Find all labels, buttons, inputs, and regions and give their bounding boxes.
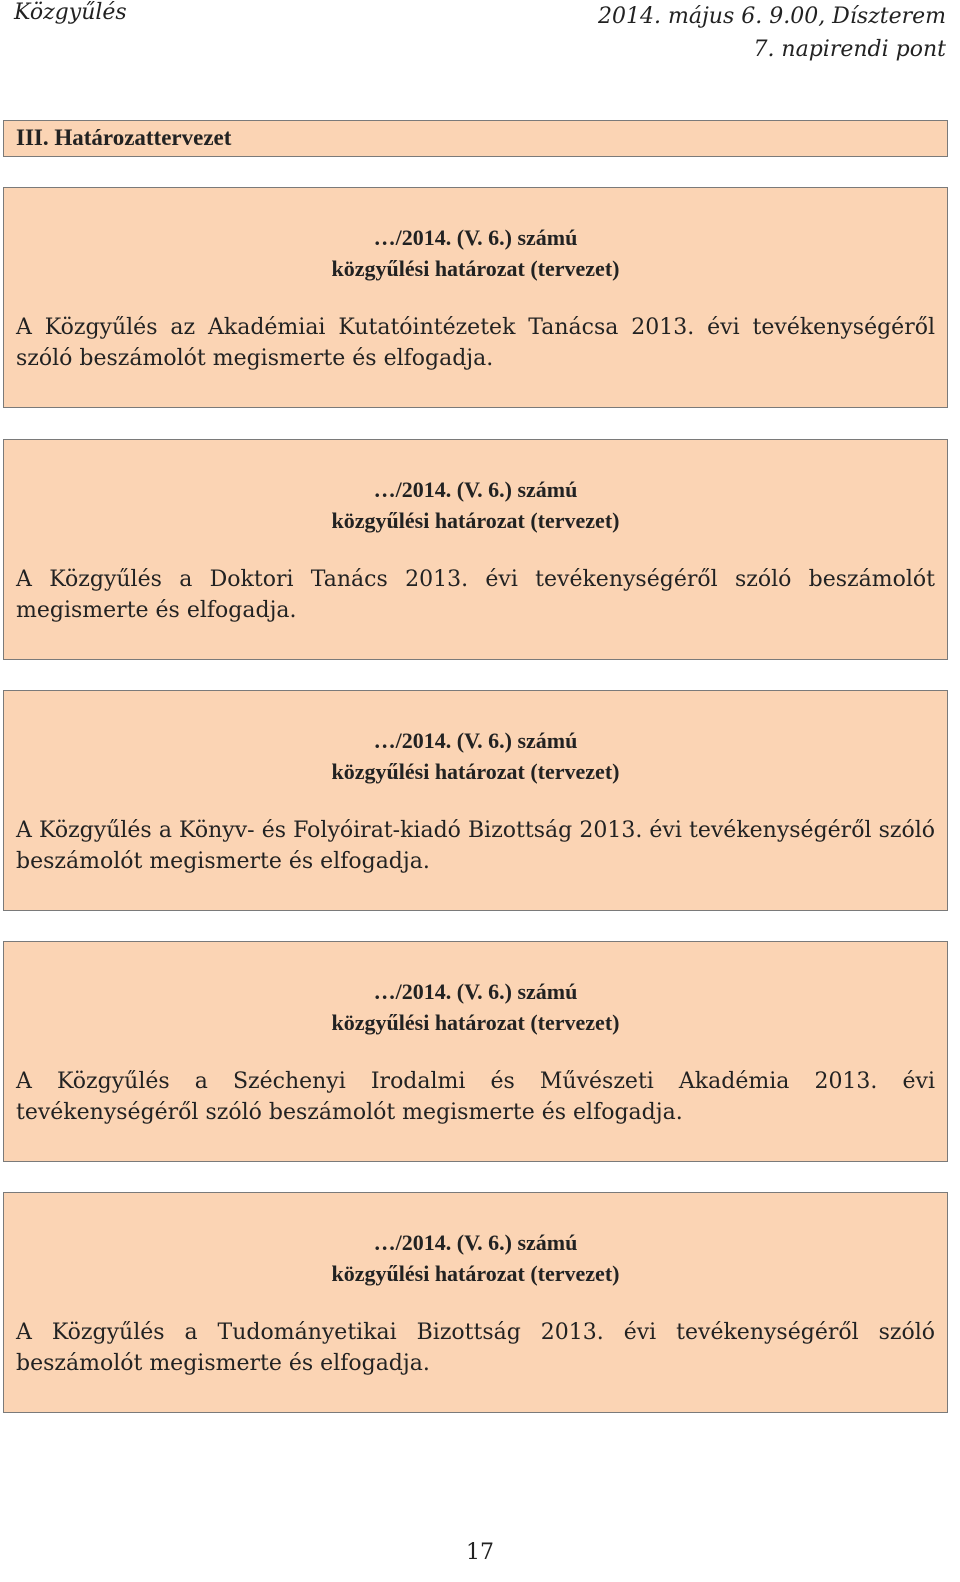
- header-meeting-info: [598, 0, 946, 66]
- resolution-text: A Közgyűlés a Tudományetikai Bizottság 2013. évi tevékenységéről szóló beszámolót megismerte és elfogadja.: [16, 1320, 935, 1376]
- page-number: 17: [466, 1540, 494, 1565]
- resolution-number: …/2014. (V. 6.) számú: [373, 728, 578, 753]
- resolution-title: közgyűlési határozat (tervezet): [331, 1010, 620, 1035]
- header-date-location: 2014. május 6. 9.00, Díszterem: [598, 4, 946, 29]
- resolution-number: …/2014. (V. 6.) számú: [373, 477, 578, 502]
- resolution-text: A Közgyűlés a Doktori Tanács 2013. évi tevékenységéről szóló beszámolót megismerte és elfogadja.: [16, 567, 935, 623]
- resolution-number: …/2014. (V. 6.) számú: [373, 225, 578, 250]
- resolution-box: [3, 439, 948, 660]
- resolution-box: [3, 187, 948, 408]
- resolution-title: közgyűlési határozat (tervezet): [331, 1261, 620, 1286]
- header-agenda-item: 7. napirendi pont: [753, 37, 946, 62]
- resolution-title: közgyűlési határozat (tervezet): [331, 508, 620, 533]
- resolution-text: A Közgyűlés az Akadémiai Kutatóintézetek Tanácsa 2013. évi tevékenységéről szóló beszámolót megismerte és elfogadja.: [16, 315, 935, 371]
- resolution-number: …/2014. (V. 6.) számú: [373, 979, 578, 1004]
- section-title: III. Határozattervezet: [3, 120, 948, 157]
- header-title: Közgyűlés: [14, 0, 127, 25]
- resolution-number: …/2014. (V. 6.) számú: [373, 1230, 578, 1255]
- resolution-title: közgyűlési határozat (tervezet): [331, 256, 620, 281]
- resolution-box: [3, 690, 948, 911]
- resolution-box: [3, 941, 948, 1162]
- resolution-title: közgyűlési határozat (tervezet): [331, 759, 620, 784]
- resolution-box: [3, 1192, 948, 1413]
- resolution-text: A Közgyűlés a Széchenyi Irodalmi és Művészeti Akadémia 2013. évi tevékenységéről szóló beszámolót megismerte és elfogadja.: [16, 1069, 935, 1125]
- resolution-text: A Közgyűlés a Könyv- és Folyóirat-kiadó Bizottság 2013. évi tevékenységéről szóló beszámolót megismerte és elfogadja.: [16, 818, 935, 874]
